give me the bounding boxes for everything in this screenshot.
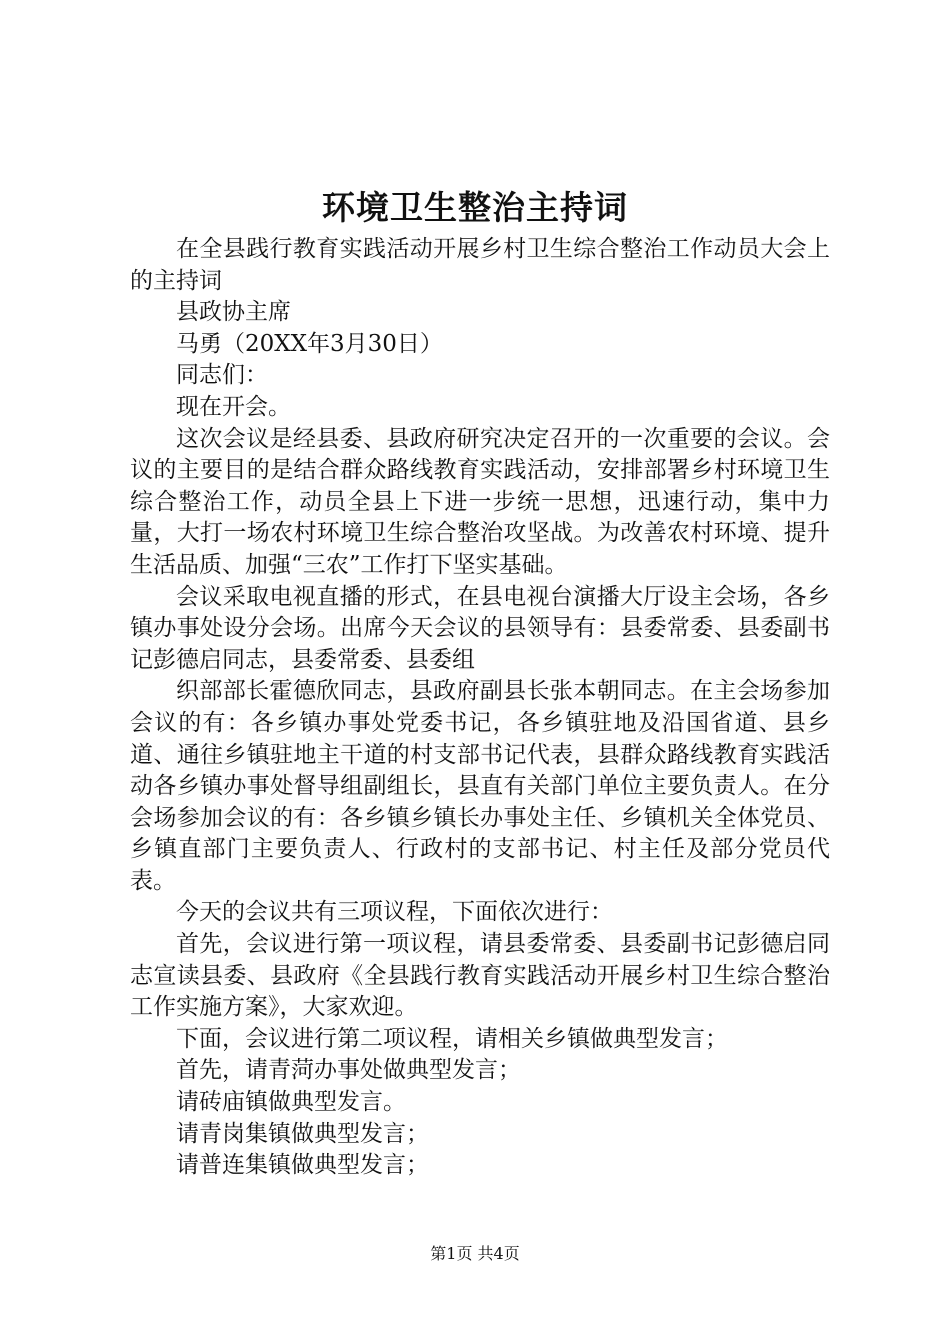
paragraph-speech-3: 请青岗集镇做典型发言； xyxy=(176,1120,429,1147)
paragraph-subtitle: 在全县践行教育实践活动开展乡村卫生综合整治工作动员大会上的主持词 xyxy=(130,236,830,294)
document-body xyxy=(130,234,830,1182)
paragraph-attendees: 织部部长霍德欣同志，县政府副县长张本朝同志。在主会场参加会议的有：各乡镇办事处党委书记，各乡镇驻地及沿国省道、县乡道、通往乡镇驻地主干道的村支部书记代表，县群众路线教育实践活动各乡镇办事处督导组副组长，县直有关部门单位主要负责人。在分会场参加会议的有：各乡镇乡镇长办事处主任、乡镇机关全体党员、乡镇直部门主要负责人、行政村的支部书记、村主任及部分党员代表。 xyxy=(130,678,830,894)
page-footer: 第1页 共4页 xyxy=(430,1244,520,1263)
paragraph-meeting-format: 会议采取电视直播的形式，在县电视台演播大厅设主会场，各乡镇办事处设分会场。出席今天会议的县领导有：县委常委、县委副书记彭德启同志，县委常委、县委组 xyxy=(130,583,830,673)
paragraph-agenda-item-2: 下面，会议进行第二项议程，请相关乡镇做典型发言； xyxy=(176,1025,728,1052)
paragraph-position: 县政协主席 xyxy=(176,299,291,326)
paragraph-speech-2: 请砖庙镇做典型发言。 xyxy=(176,1089,406,1116)
paragraph-agenda-item-1: 首先，会议进行第一项议程，请县委常委、县委副书记彭德启同志宣读县委、县政府《全县践行教育实践活动开展乡村卫生综合整治工作实施方案》，大家欢迎。 xyxy=(130,931,830,1021)
paragraph-agenda-intro: 今天的会议共有三项议程，下面依次进行： xyxy=(176,899,613,926)
paragraph-salutation: 同志们： xyxy=(176,362,268,389)
paragraph-opening: 现在开会。 xyxy=(176,393,291,420)
paragraph-speaker-date: 马勇（20XX年3月30日） xyxy=(176,330,443,357)
paragraph-speech-4: 请普连集镇做典型发言； xyxy=(176,1152,429,1179)
paragraph-speech-1: 首先，请青菏办事处做典型发言； xyxy=(176,1057,521,1084)
paragraph-meeting-purpose: 这次会议是经县委、县政府研究决定召开的一次重要的会议。会议的主要目的是结合群众路线教育实践活动，安排部署乡村环境卫生综合整治工作，动员全县上下进一步统一思想，迅速行动，集中力量，大打一场农村环境卫生综合整治攻坚战。为改善农村环境、提升生活品质、加强“三农”工作打下坚实基础。 xyxy=(130,425,830,578)
document-title: 环境卫生整治主持词 xyxy=(322,188,628,227)
